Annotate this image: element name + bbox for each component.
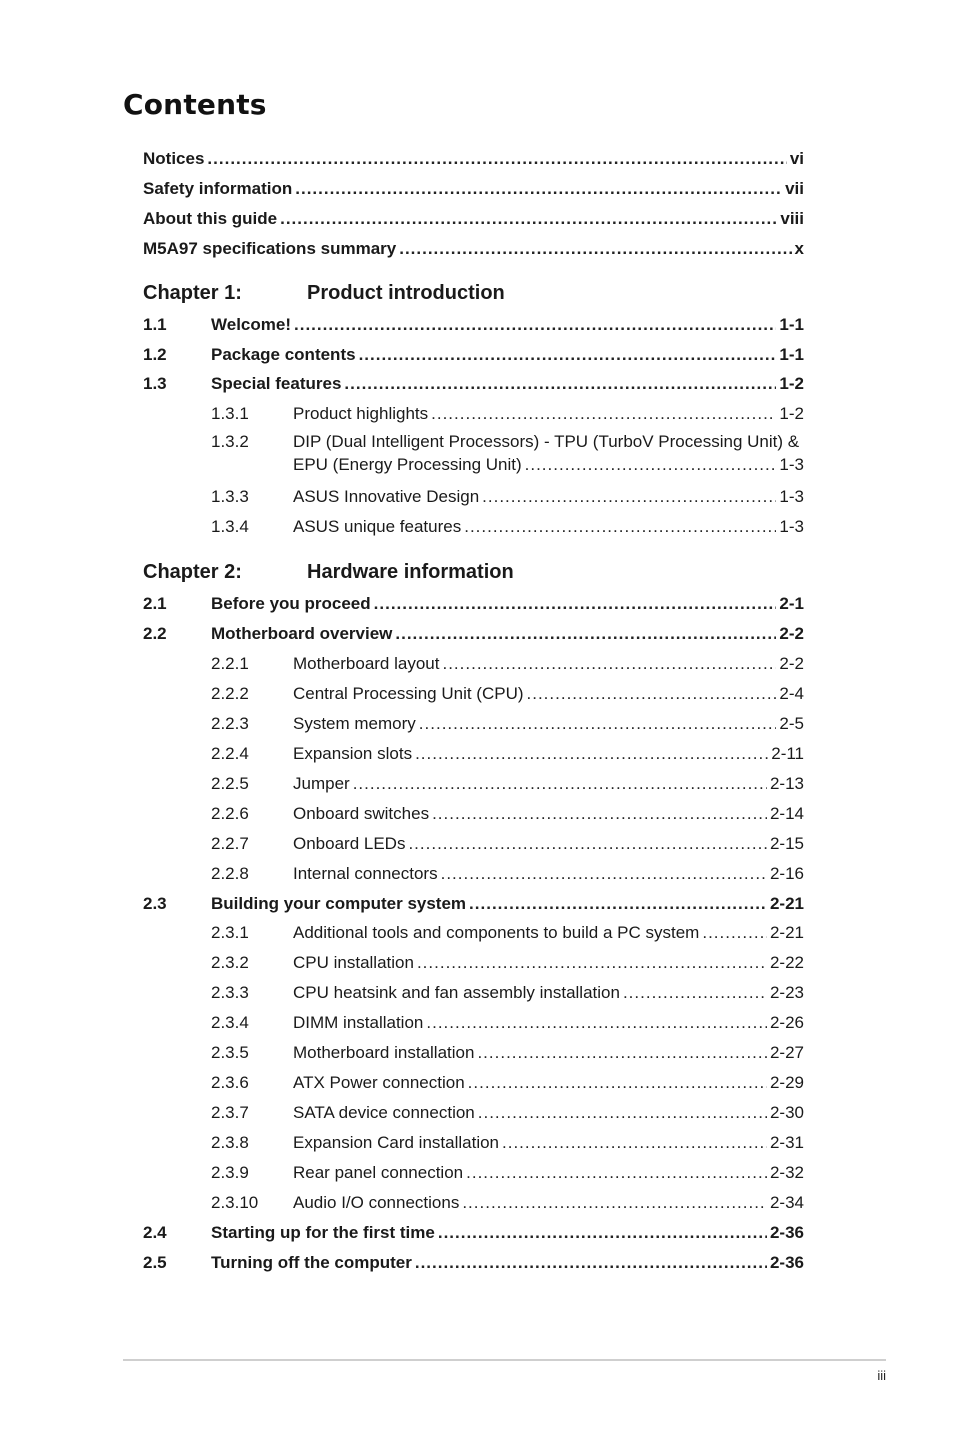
toc-entry-number: 1.3.4 bbox=[211, 517, 249, 536]
toc-entry-number: 2.5 bbox=[143, 1253, 167, 1272]
toc-front-matter-item[interactable] bbox=[143, 205, 804, 229]
dot-leader bbox=[469, 894, 767, 914]
toc-subsection[interactable] bbox=[143, 1129, 804, 1153]
toc-entry-title[interactable]: Special features bbox=[211, 374, 342, 393]
toc-entry-number: 2.2.2 bbox=[211, 684, 249, 703]
toc-subsection[interactable] bbox=[143, 800, 804, 824]
toc-subsection[interactable] bbox=[143, 650, 804, 674]
dot-leader bbox=[468, 1073, 767, 1093]
toc-page-number[interactable]: 2-21 bbox=[769, 894, 804, 913]
toc-subsection[interactable] bbox=[143, 483, 804, 507]
toc-entry-number: 1.2 bbox=[143, 345, 167, 364]
toc-entry-number: 2.3.8 bbox=[211, 1133, 249, 1152]
dot-leader bbox=[466, 1163, 767, 1183]
toc-entry-title[interactable]: Onboard LEDs bbox=[293, 834, 406, 853]
toc-entry-number: 2.4 bbox=[143, 1223, 167, 1242]
toc-page-number[interactable]: 2-27 bbox=[769, 1043, 804, 1062]
toc-page-number[interactable]: x bbox=[794, 239, 804, 258]
dot-leader bbox=[295, 179, 782, 199]
dot-leader bbox=[482, 487, 776, 507]
footer-divider bbox=[123, 1359, 886, 1361]
dot-leader bbox=[419, 714, 777, 734]
chapter-label: Chapter 2: bbox=[143, 561, 242, 583]
dot-leader bbox=[702, 923, 767, 943]
toc-entry-title[interactable]: ATX Power connection bbox=[293, 1073, 465, 1092]
dot-leader bbox=[462, 1193, 767, 1213]
toc-entry-number: 2.3.3 bbox=[211, 983, 249, 1002]
toc-entry-title[interactable]: Starting up for the first time bbox=[211, 1223, 435, 1242]
toc-page-number[interactable]: 1-1 bbox=[779, 315, 804, 334]
dot-leader bbox=[432, 804, 767, 824]
dot-leader bbox=[441, 864, 767, 884]
toc-subsection[interactable] bbox=[143, 770, 804, 794]
toc-subsection[interactable] bbox=[143, 1159, 804, 1183]
toc-entry-number: 2.3.10 bbox=[211, 1193, 259, 1212]
toc-entry-title[interactable]: Motherboard layout bbox=[293, 654, 440, 673]
toc-subsection[interactable] bbox=[143, 1009, 804, 1033]
toc-page-number[interactable]: 2-5 bbox=[779, 714, 804, 733]
toc-section[interactable] bbox=[143, 590, 804, 614]
toc-page-number[interactable]: 1-1 bbox=[779, 345, 804, 364]
toc-entry-title[interactable]: CPU heatsink and fan assembly installation bbox=[293, 983, 620, 1002]
dot-leader bbox=[399, 239, 791, 259]
toc-page-number[interactable]: 2-26 bbox=[769, 1013, 804, 1032]
dot-leader bbox=[502, 1133, 767, 1153]
toc-section[interactable] bbox=[143, 1249, 804, 1273]
toc-subsection[interactable] bbox=[143, 710, 804, 734]
toc-entry-number: 1.3.3 bbox=[211, 487, 249, 506]
toc-page-number[interactable]: 2-15 bbox=[769, 834, 804, 853]
toc-entry-number: 2.2.5 bbox=[211, 774, 249, 793]
dot-leader bbox=[408, 834, 767, 854]
toc-entry-number: 2.2.7 bbox=[211, 834, 249, 853]
toc-entry-title[interactable]: Notices bbox=[143, 149, 205, 168]
toc-page-number[interactable]: 2-11 bbox=[771, 744, 804, 763]
toc-entry-title[interactable]: Jumper bbox=[293, 774, 350, 793]
toc-entry-number: 1.3 bbox=[143, 374, 167, 393]
toc-page-number[interactable]: 1-3 bbox=[779, 487, 804, 506]
chapter-heading[interactable] bbox=[143, 279, 505, 305]
toc-entry-title[interactable]: DIMM installation bbox=[293, 1013, 424, 1032]
dot-leader bbox=[426, 1013, 767, 1033]
toc-page-number[interactable]: 2-23 bbox=[769, 983, 804, 1002]
toc-page-number[interactable]: 2-32 bbox=[769, 1163, 804, 1182]
dot-leader bbox=[464, 517, 776, 537]
toc-subsection[interactable] bbox=[143, 430, 804, 476]
dot-leader bbox=[623, 983, 767, 1003]
toc-entry-number: 2.3.9 bbox=[211, 1163, 249, 1182]
toc-entry-title[interactable]: M5A97 specifications summary bbox=[143, 239, 397, 258]
toc-entry-title[interactable]: Package contents bbox=[211, 345, 356, 364]
toc-page-number[interactable]: 2-29 bbox=[769, 1073, 804, 1092]
toc-entry-title[interactable]: SATA device connection bbox=[293, 1103, 475, 1122]
dot-leader bbox=[527, 684, 777, 704]
toc-section[interactable] bbox=[143, 311, 804, 335]
toc-entry-number: 2.3.5 bbox=[211, 1043, 249, 1062]
toc-entry-title[interactable]: ASUS unique features bbox=[293, 517, 462, 536]
toc-front-matter-item[interactable] bbox=[143, 175, 804, 199]
toc-section[interactable] bbox=[143, 620, 804, 644]
footer-page-number: iii bbox=[877, 1368, 886, 1383]
toc-subsection[interactable] bbox=[143, 919, 804, 943]
toc-entry-title[interactable]: Additional tools and components to build a PC system bbox=[293, 923, 700, 942]
dot-leader bbox=[438, 1223, 767, 1243]
toc-page-number[interactable]: 2-4 bbox=[779, 684, 804, 703]
toc-page-number[interactable]: viii bbox=[780, 209, 804, 228]
toc-entry-title[interactable]: Central Processing Unit (CPU) bbox=[293, 684, 524, 703]
toc-page-number[interactable]: 2-31 bbox=[769, 1133, 804, 1152]
toc-page-number[interactable]: 2-36 bbox=[769, 1253, 804, 1272]
toc-page-number[interactable]: 2-1 bbox=[779, 594, 804, 613]
toc-entry-title[interactable]: Turning off the computer bbox=[211, 1253, 412, 1272]
dot-leader bbox=[431, 404, 776, 424]
toc-page-number[interactable]: 1-2 bbox=[779, 374, 804, 393]
dot-leader bbox=[344, 374, 776, 394]
toc-entry-number: 2.2.8 bbox=[211, 864, 249, 883]
toc-entry-title[interactable]: Onboard switches bbox=[293, 804, 430, 823]
toc-subsection[interactable] bbox=[143, 1039, 804, 1063]
toc-subsection[interactable] bbox=[143, 513, 804, 537]
toc-page-number[interactable]: 2-21 bbox=[769, 923, 804, 942]
toc-page-number[interactable]: 2-16 bbox=[769, 864, 804, 883]
toc-page-number[interactable]: 2-14 bbox=[769, 804, 804, 823]
toc-entry-number: 2.3.4 bbox=[211, 1013, 249, 1032]
toc-subsection[interactable] bbox=[143, 1189, 804, 1213]
dot-leader bbox=[294, 315, 776, 335]
dot-leader bbox=[478, 1103, 767, 1123]
toc-entry-title[interactable]: Safety information bbox=[143, 179, 293, 198]
toc-subsection[interactable] bbox=[143, 860, 804, 884]
toc-entry-title[interactable]: Motherboard overview bbox=[211, 624, 393, 643]
toc-front-matter-item[interactable] bbox=[143, 235, 804, 259]
toc-entry-title-continued[interactable]: EPU (Energy Processing Unit) bbox=[293, 455, 522, 474]
toc-subsection[interactable] bbox=[143, 830, 804, 854]
toc-entry-title[interactable]: Product highlights bbox=[293, 404, 429, 423]
chapter-label: Chapter 1: bbox=[143, 282, 242, 304]
toc-section[interactable] bbox=[143, 341, 804, 365]
toc-subsection[interactable] bbox=[143, 1099, 804, 1123]
toc-subsection[interactable] bbox=[143, 680, 804, 704]
toc-entry-title[interactable]: ASUS Innovative Design bbox=[293, 487, 480, 506]
toc-page-number[interactable]: 1-3 bbox=[779, 517, 804, 536]
toc-subsection[interactable] bbox=[143, 740, 804, 764]
toc-entry-number: 2.2.6 bbox=[211, 804, 249, 823]
toc-entry-title[interactable]: Motherboard installation bbox=[293, 1043, 475, 1062]
dot-leader bbox=[359, 345, 777, 365]
dot-leader bbox=[395, 624, 776, 644]
dot-leader bbox=[477, 1043, 767, 1063]
toc-entry-title[interactable]: System memory bbox=[293, 714, 416, 733]
toc-page-number[interactable]: 2-2 bbox=[779, 654, 804, 673]
toc-section[interactable] bbox=[143, 1219, 804, 1243]
toc-page-number[interactable]: 2-36 bbox=[769, 1223, 804, 1242]
toc-page-number[interactable]: 2-2 bbox=[779, 624, 804, 643]
page-title: Contents bbox=[123, 88, 267, 121]
dot-leader bbox=[207, 149, 786, 169]
toc-page-number[interactable]: 2-22 bbox=[769, 953, 804, 972]
toc-page-number[interactable]: 2-34 bbox=[769, 1193, 804, 1212]
toc-entry-number: 1.1 bbox=[143, 315, 167, 334]
toc-entry-number: 2.2.4 bbox=[211, 744, 249, 763]
toc-entry-title[interactable]: Welcome! bbox=[211, 315, 291, 334]
toc-entry-number: 2.3.1 bbox=[211, 923, 249, 942]
toc-page-number[interactable]: 1-3 bbox=[779, 455, 804, 474]
toc-entry-number: 2.2 bbox=[143, 624, 167, 643]
toc-entry-title[interactable]: About this guide bbox=[143, 209, 278, 228]
toc-entry-title[interactable]: CPU installation bbox=[293, 953, 414, 972]
toc-entry-number: 2.2.1 bbox=[211, 654, 249, 673]
dot-leader bbox=[415, 744, 768, 764]
toc-page-number[interactable]: 2-13 bbox=[769, 774, 804, 793]
toc-subsection[interactable] bbox=[143, 979, 804, 1003]
dot-leader bbox=[415, 1253, 767, 1273]
toc-section[interactable] bbox=[143, 370, 804, 394]
dot-leader bbox=[374, 594, 777, 614]
toc-entry-number: 1.3.2 bbox=[211, 432, 249, 451]
toc-entry-title[interactable]: Internal connectors bbox=[293, 864, 438, 883]
toc-page-number[interactable]: vi bbox=[789, 149, 804, 168]
toc-entry-title[interactable]: Audio I/O connections bbox=[293, 1193, 460, 1212]
toc-entry-title[interactable]: Before you proceed bbox=[211, 594, 371, 613]
toc-entry-number: 2.1 bbox=[143, 594, 167, 613]
toc-entry-number: 2.3 bbox=[143, 894, 167, 913]
toc-page-number[interactable]: vii bbox=[785, 179, 804, 198]
dot-leader bbox=[417, 953, 767, 973]
chapter-title: Hardware information bbox=[307, 561, 514, 583]
toc-entry-title[interactable]: Expansion Card installation bbox=[293, 1133, 500, 1152]
toc-page-number[interactable]: 2-30 bbox=[769, 1103, 804, 1122]
toc-entry-title[interactable]: Rear panel connection bbox=[293, 1163, 464, 1182]
chapter-title: Product introduction bbox=[307, 282, 505, 304]
toc-section[interactable] bbox=[143, 890, 804, 914]
dot-leader bbox=[525, 453, 777, 476]
toc-entry-number: 2.3.2 bbox=[211, 953, 249, 972]
toc-page-number[interactable]: 1-2 bbox=[779, 404, 804, 423]
dot-leader bbox=[353, 774, 767, 794]
toc-entry-title[interactable]: Expansion slots bbox=[293, 744, 413, 763]
toc-entry-title[interactable]: DIP (Dual Intelligent Processors) - TPU (TurboV Processing Unit) & bbox=[293, 432, 800, 451]
toc-entry-number: 2.2.3 bbox=[211, 714, 249, 733]
chapter-heading[interactable] bbox=[143, 558, 514, 584]
dot-leader bbox=[442, 654, 776, 674]
toc-subsection[interactable] bbox=[143, 1069, 804, 1093]
toc-entry-title[interactable]: Building your computer system bbox=[211, 894, 467, 913]
dot-leader bbox=[280, 209, 777, 229]
toc-entry-number: 1.3.1 bbox=[211, 404, 249, 423]
toc-entry-number: 2.3.6 bbox=[211, 1073, 249, 1092]
toc-subsection[interactable] bbox=[143, 400, 804, 424]
toc-entry-number: 2.3.7 bbox=[211, 1103, 249, 1122]
toc-front-matter-item[interactable] bbox=[143, 145, 804, 169]
toc-subsection[interactable] bbox=[143, 949, 804, 973]
